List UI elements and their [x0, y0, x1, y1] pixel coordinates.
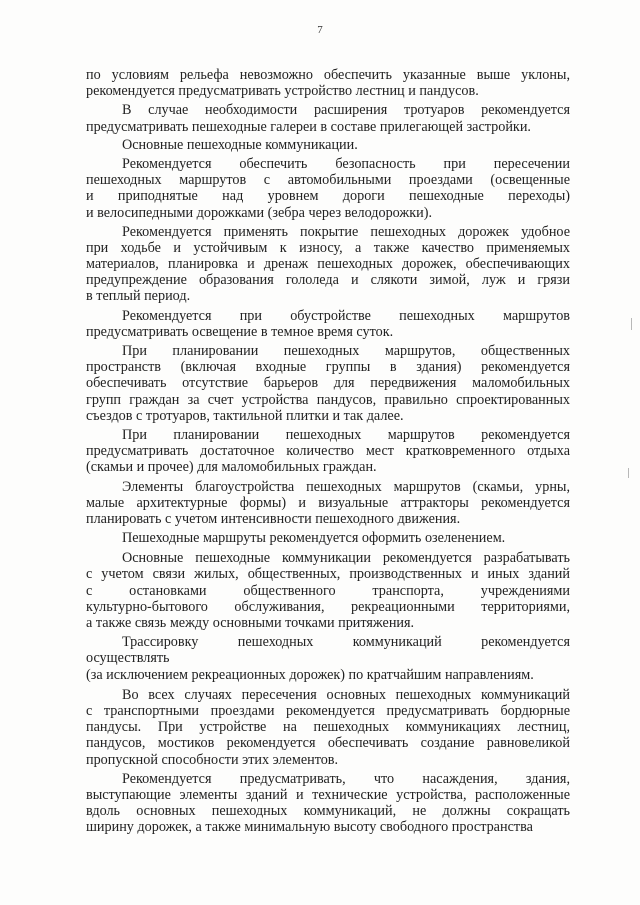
text-line: обеспечивать отсутствие барьеров для передвижения маломобильных	[86, 375, 570, 392]
text-line: Основные пешеходные коммуникации.	[122, 136, 358, 153]
paragraph	[86, 156, 570, 221]
text-line: Рекомендуется применять покрытие пешеходных дорожек удобное	[122, 223, 570, 240]
text-line: в теплый период.	[86, 288, 191, 305]
page-number: 7	[317, 24, 323, 36]
text-line: При планировании пешеходных маршрутов рекомендуется	[122, 426, 570, 443]
text-line: вдоль основных пешеходных коммуникаций, не должны сокращать	[86, 803, 570, 820]
text-line: Пешеходные маршруты рекомендуется оформить озеленением.	[122, 530, 506, 547]
paragraph	[86, 67, 570, 99]
paragraph	[86, 343, 570, 424]
text-line: осуществлять	[86, 650, 170, 667]
text-line: предусматривать освещение в темное время суток.	[86, 323, 394, 340]
paragraph	[86, 550, 570, 631]
text-line: Во всех случаях пересечения основных пешеходных коммуникаций	[122, 686, 570, 703]
paragraph	[86, 479, 570, 528]
text-line: малые архитектурные формы) и визуальные аттракторы рекомендуется	[86, 494, 570, 511]
text-line: планировать с учетом интенсивности пешеходного движения.	[86, 510, 461, 527]
text-line: Рекомендуется при обустройстве пешеходных маршрутов	[122, 307, 570, 324]
scan-edge-mark	[628, 468, 629, 478]
text-line: Рекомендуется обеспечить безопасность при пересечении	[122, 155, 570, 172]
text-line: пешеходных маршрутов с автомобильными проездами (освещенные	[86, 172, 570, 189]
paragraph	[86, 308, 570, 340]
text-line: групп граждан за счет устройства пандусов, правильно спроектированных	[86, 391, 570, 408]
text-line: предусматривать пешеходные галереи в составе прилегающей застройки.	[86, 118, 531, 135]
text-line: (за исключением рекреационных дорожек) по кратчайшим направлениям.	[86, 666, 534, 683]
text-line: Основные пешеходные коммуникации рекомендуется разрабатывать	[122, 550, 570, 567]
text-line: В случае необходимости расширения тротуаров рекомендуется	[122, 102, 570, 119]
text-line: рекомендуется предусматривать устройство лестниц и пандусов.	[86, 83, 479, 100]
text-line: с учетом связи жилых, общественных, производственных и иных зданий	[86, 566, 570, 583]
text-line: с остановками общественного транспорта, учреждениями	[86, 582, 570, 599]
text-line: Элементы благоустройства пешеходных маршрутов (скамьи, урны,	[122, 478, 570, 495]
text-line: Рекомендуется предусматривать, что насаждения, здания,	[122, 770, 570, 787]
text-line: При планировании пешеходных маршрутов, общественных	[122, 343, 570, 359]
text-line: и приподнятые над уровнем дороги пешеходные переходы)	[86, 188, 570, 205]
text-line: предусматривать достаточное количество мест кратковременного отдыха	[86, 443, 570, 460]
paragraph	[86, 530, 570, 546]
document-body	[86, 64, 570, 835]
text-line: и велосипедными дорожками (зебра через велодорожки).	[86, 204, 432, 221]
paragraph	[86, 771, 570, 836]
text-line: при ходьбе и устойчивым к износу, а также качество применяемых	[86, 239, 570, 256]
text-line: выступающие элементы зданий и технические устройства, расположенные	[86, 786, 570, 803]
paragraph	[86, 634, 570, 683]
text-line: культурно-бытового обслуживания, рекреационными территориями,	[86, 598, 570, 615]
text-line: а также связь между основными точками притяжения.	[86, 615, 415, 631]
scan-edge-mark	[631, 318, 632, 330]
paragraph	[86, 224, 570, 305]
text-line: пандусов, мостиков рекомендуется обеспечивать создание равновеликой	[86, 735, 570, 752]
paragraph	[86, 687, 570, 768]
text-line: пандусы. При устройстве на пешеходных коммуникациях лестниц,	[86, 719, 570, 736]
paragraph	[86, 427, 570, 476]
text-line: материалов, планировка и дренаж пешеходных дорожек, обеспечивающих	[86, 256, 570, 273]
paragraph	[86, 102, 570, 134]
text-line: пропускной способности этих элементов.	[86, 751, 339, 768]
text-line: (скамьи и прочее) для маломобильных граждан.	[86, 459, 377, 476]
text-line: съездов с тротуаров, тактильной плитки и так далее.	[86, 407, 404, 424]
text-line: Трассировку пешеходных коммуникаций рекомендуется	[122, 634, 570, 651]
paragraph	[86, 137, 570, 153]
text-line: предупреждение образования гололеда и слякоти зимой, луж и грязи	[86, 272, 570, 289]
text-line: по условиям рельефа невозможно обеспечить указанные выше уклоны,	[86, 67, 570, 83]
text-line: пространств (включая входные группы в здания) рекомендуется	[86, 359, 570, 376]
text-line: с транспортными проездами рекомендуется предусматривать бордюрные	[86, 702, 570, 719]
text-line: ширину дорожек, а также минимальную высоту свободного пространства	[86, 819, 533, 836]
